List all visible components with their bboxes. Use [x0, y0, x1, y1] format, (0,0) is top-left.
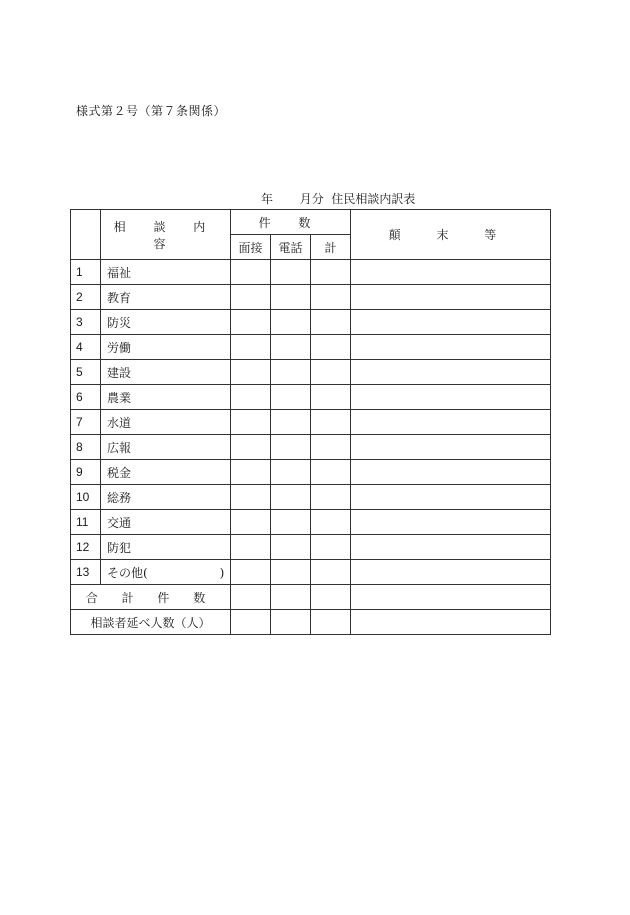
- row-category: 建設: [101, 360, 231, 385]
- row-category: 交通: [101, 510, 231, 535]
- row-number: 7: [71, 410, 101, 435]
- row-interview-cell[interactable]: [231, 385, 271, 410]
- row-details-cell[interactable]: [351, 260, 551, 285]
- table-row: [71, 285, 551, 310]
- row-number: 2: [71, 285, 101, 310]
- table-row: [71, 435, 551, 460]
- title-name: 住民相談内訳表: [331, 192, 416, 206]
- row-details-cell[interactable]: [351, 485, 551, 510]
- row-total-cell[interactable]: [311, 335, 351, 360]
- row-category: 防犯: [101, 535, 231, 560]
- row-total-cell[interactable]: [311, 535, 351, 560]
- row-total-cell[interactable]: [311, 410, 351, 435]
- row-number: 1: [71, 260, 101, 285]
- row-category: 税金: [101, 460, 231, 485]
- row-number: 13: [71, 560, 101, 585]
- table-row: [71, 560, 551, 585]
- row-phone-cell[interactable]: [271, 435, 311, 460]
- row-details-cell[interactable]: [351, 535, 551, 560]
- table-title: [261, 190, 415, 207]
- row-phone-cell[interactable]: [271, 510, 311, 535]
- table-row: [71, 510, 551, 535]
- row-total-cell[interactable]: [311, 460, 351, 485]
- row-phone-cell[interactable]: [271, 285, 311, 310]
- row-interview-cell[interactable]: [231, 335, 271, 360]
- table-row: [71, 260, 551, 285]
- total-interview-cell[interactable]: [231, 585, 271, 610]
- table-row: [71, 460, 551, 485]
- row-category: 水道: [101, 410, 231, 435]
- row-category: 農業: [101, 385, 231, 410]
- row-number: 9: [71, 460, 101, 485]
- header-number-blank: [71, 210, 101, 260]
- row-total-cell[interactable]: [311, 360, 351, 385]
- row-interview-cell[interactable]: [231, 435, 271, 460]
- row-category: 広報: [101, 435, 231, 460]
- consultation-breakdown-table: [70, 209, 551, 635]
- row-category: 労働: [101, 335, 231, 360]
- total-sum-cell[interactable]: [311, 585, 351, 610]
- row-total-cell[interactable]: [311, 435, 351, 460]
- row-interview-cell[interactable]: [231, 535, 271, 560]
- row-details-cell[interactable]: [351, 435, 551, 460]
- row-total-cell[interactable]: [311, 385, 351, 410]
- row-total-cell[interactable]: [311, 510, 351, 535]
- row-details-cell[interactable]: [351, 360, 551, 385]
- row-details-cell[interactable]: [351, 310, 551, 335]
- persons-sum-cell[interactable]: [311, 610, 351, 635]
- row-phone-cell[interactable]: [271, 460, 311, 485]
- row-phone-cell[interactable]: [271, 335, 311, 360]
- row-interview-cell[interactable]: [231, 460, 271, 485]
- row-details-cell[interactable]: [351, 460, 551, 485]
- header-content: 相 談 内 容: [101, 210, 231, 260]
- table-row: [71, 310, 551, 335]
- row-details-cell[interactable]: [351, 510, 551, 535]
- row-number: 10: [71, 485, 101, 510]
- table-row: [71, 385, 551, 410]
- header-count-phone: 電話: [271, 235, 311, 260]
- table-row: [71, 485, 551, 510]
- row-total-cell[interactable]: [311, 260, 351, 285]
- row-interview-cell[interactable]: [231, 510, 271, 535]
- row-interview-cell[interactable]: [231, 360, 271, 385]
- row-phone-cell[interactable]: [271, 360, 311, 385]
- header-count-total: 計: [311, 235, 351, 260]
- row-number: 6: [71, 385, 101, 410]
- row-interview-cell[interactable]: [231, 285, 271, 310]
- row-number: 12: [71, 535, 101, 560]
- row-phone-cell[interactable]: [271, 485, 311, 510]
- row-interview-cell[interactable]: [231, 410, 271, 435]
- persons-interview-cell[interactable]: [231, 610, 271, 635]
- title-month: 月分: [299, 192, 324, 206]
- row-interview-cell[interactable]: [231, 560, 271, 585]
- row-details-cell[interactable]: [351, 385, 551, 410]
- total-count-label: 合 計 件 数: [71, 585, 231, 610]
- row-category: 福祉: [101, 260, 231, 285]
- row-number: 5: [71, 360, 101, 385]
- row-category: 教育: [101, 285, 231, 310]
- row-phone-cell[interactable]: [271, 410, 311, 435]
- row-number: 3: [71, 310, 101, 335]
- row-phone-cell[interactable]: [271, 310, 311, 335]
- row-number: 11: [71, 510, 101, 535]
- row-total-cell[interactable]: [311, 310, 351, 335]
- row-number: 8: [71, 435, 101, 460]
- row-phone-cell[interactable]: [271, 560, 311, 585]
- table-row: [71, 335, 551, 360]
- title-year: 年: [261, 192, 274, 206]
- row-total-cell[interactable]: [311, 285, 351, 310]
- header-count-interview: 面接: [231, 235, 271, 260]
- row-category: 総務: [101, 485, 231, 510]
- row-phone-cell[interactable]: [271, 385, 311, 410]
- row-interview-cell[interactable]: [231, 485, 271, 510]
- table-row: [71, 535, 551, 560]
- row-details-cell[interactable]: [351, 335, 551, 360]
- row-total-cell[interactable]: [311, 560, 351, 585]
- row-phone-cell[interactable]: [271, 535, 311, 560]
- row-interview-cell[interactable]: [231, 260, 271, 285]
- row-details-cell[interactable]: [351, 285, 551, 310]
- header-count: 件 数: [231, 210, 351, 235]
- form-number-label: 様式第２号（第７条関係）: [76, 104, 227, 118]
- table-row: [71, 360, 551, 385]
- row-category: その他( ): [101, 560, 231, 585]
- persons-details-cell[interactable]: [351, 610, 551, 635]
- row-details-cell[interactable]: [351, 410, 551, 435]
- row-total-cell[interactable]: [311, 485, 351, 510]
- row-details-cell[interactable]: [351, 560, 551, 585]
- row-number: 4: [71, 335, 101, 360]
- total-details-cell[interactable]: [351, 585, 551, 610]
- row-category: 防災: [101, 310, 231, 335]
- total-phone-cell[interactable]: [271, 585, 311, 610]
- header-details: 顛 末 等: [351, 210, 551, 260]
- persons-phone-cell[interactable]: [271, 610, 311, 635]
- table-row: [71, 410, 551, 435]
- row-phone-cell[interactable]: [271, 260, 311, 285]
- row-interview-cell[interactable]: [231, 310, 271, 335]
- persons-count-label: 相談者延べ人数（人）: [71, 610, 231, 635]
